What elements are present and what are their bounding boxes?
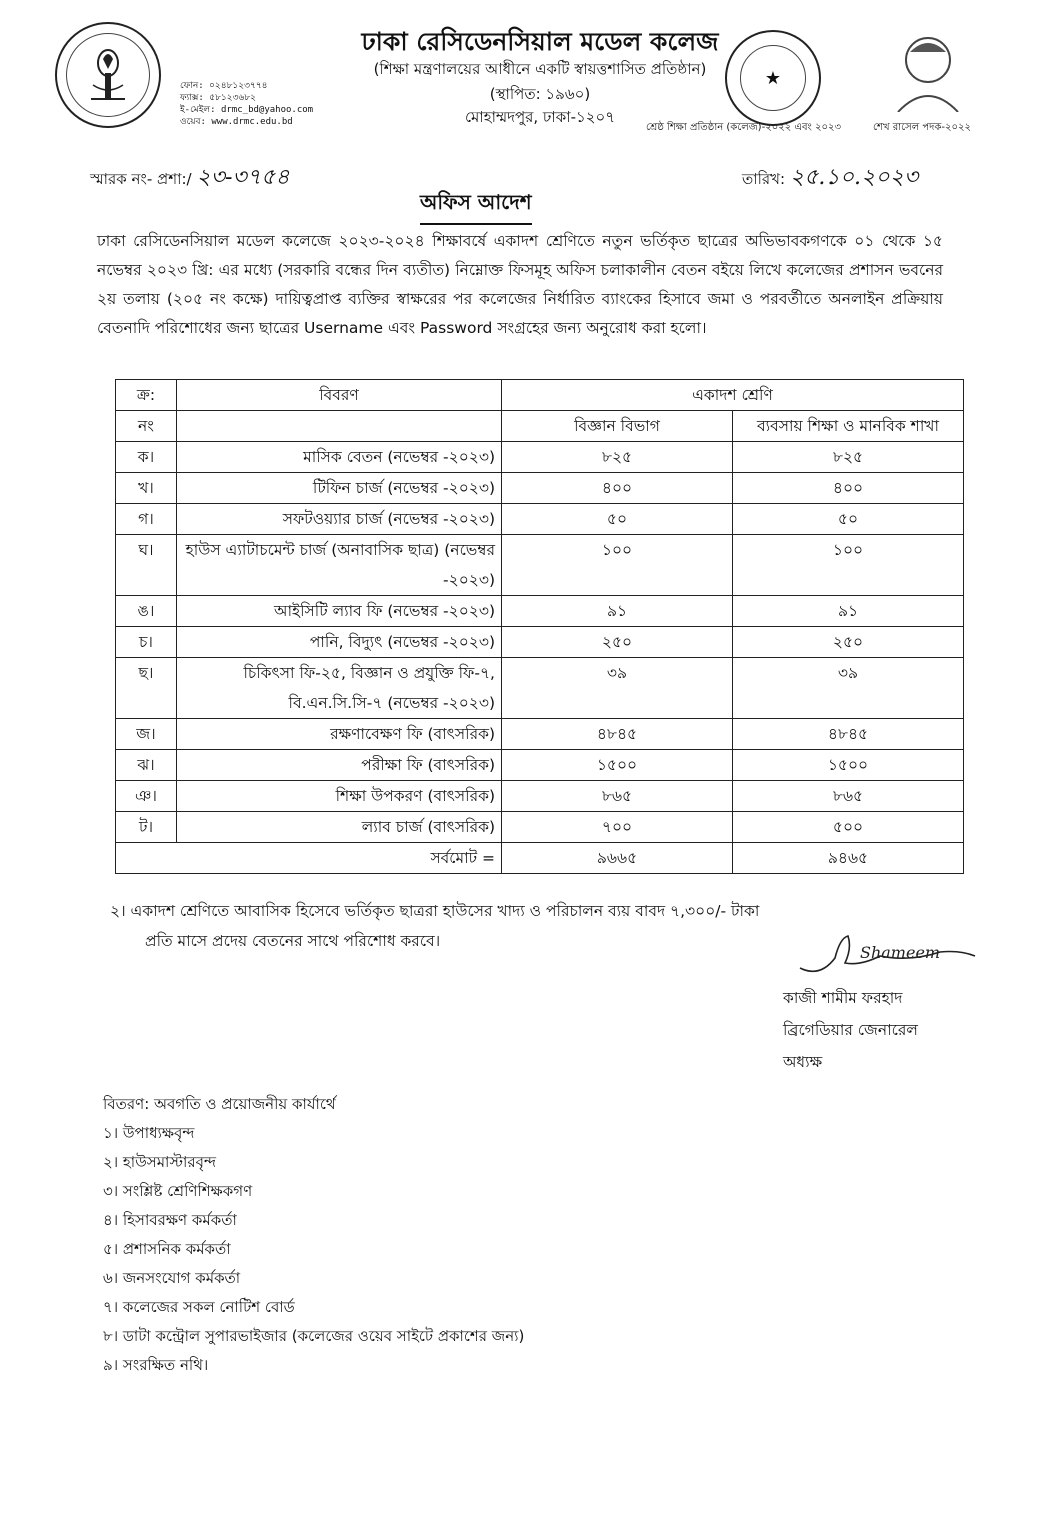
- table-row: [116, 750, 964, 781]
- row-number: ঘ।: [116, 535, 177, 596]
- row-business-fee: ৯১: [733, 596, 964, 627]
- table-row: [116, 781, 964, 812]
- col-head-desc: বিবরণ: [177, 380, 502, 411]
- col-head-business: ব্যবসায় শিক্ষা ও মানবিক শাখা: [733, 411, 964, 442]
- list-item: ৫। প্রশাসনিক কর্মকর্তা: [103, 1240, 231, 1258]
- row-description: টিফিন চার্জ (নভেম্বর -২০২৩): [177, 473, 502, 504]
- row-description: রক্ষণাবেক্ষণ ফি (বাৎসরিক): [177, 719, 502, 750]
- row-business-fee: ৫০০: [733, 812, 964, 843]
- col-head-science: বিজ্ঞান বিভাগ: [502, 411, 733, 442]
- row-business-fee: ৪৮৪৫: [733, 719, 964, 750]
- row-business-fee: ৪০০: [733, 473, 964, 504]
- award-caption-2: শেখ রাসেল পদক-২০২২: [873, 122, 972, 133]
- row-business-fee: ৮৬৫: [733, 781, 964, 812]
- row-science-fee: ১৫০০: [502, 750, 733, 781]
- total-science: ৯৬৬৫: [502, 843, 733, 874]
- row-science-fee: ৫০: [502, 504, 733, 535]
- row-science-fee: ৩৯: [502, 658, 733, 719]
- col-head-class: একাদশ শ্রেণি: [502, 380, 964, 411]
- date-value: ২৫.১০.২০২৩: [789, 165, 919, 190]
- row-description: ল্যাব চার্জ (বাৎসরিক): [177, 812, 502, 843]
- signatory-rank: ব্রিগেডিয়ার জেনারেল: [783, 1021, 918, 1039]
- signatory-block: [783, 982, 918, 1078]
- established-year: (স্থাপিত: ১৯৬০): [489, 85, 591, 103]
- torch-emblem-icon: [83, 45, 133, 105]
- note-line-1: ২। একাদশ শ্রেণিতে আবাসিক হিসেবে ভর্তিকৃত ছাত্ররা হাউসের খাদ্য ও পরিচালন ব্যয় বাবদ ৭,৩০০/- টাকা: [110, 902, 760, 920]
- row-science-fee: ৯১: [502, 596, 733, 627]
- note-line-2: প্রতি মাসে প্রদেয় বেতনের সাথে পরিশোধ করবে।: [145, 932, 441, 950]
- row-business-fee: ৫০: [733, 504, 964, 535]
- col-head-no: ক্র:: [116, 380, 177, 411]
- list-item: ৭। কলেজের সকল নোটিশ বোর্ড: [103, 1298, 295, 1316]
- row-number: গ।: [116, 504, 177, 535]
- fee-table: [115, 379, 964, 874]
- college-address: মোহাম্মদপুর, ঢাকা-১২০৭: [464, 108, 616, 126]
- row-description: চিকিৎসা ফি-২৫, বিজ্ঞান ও প্রযুক্তি ফি-৭, বি.এন.সি.সি-৭ (নভেম্বর -২০২৩): [177, 658, 502, 719]
- list-item: ৩। সংশ্লিষ্ট শ্রেণিশিক্ষকগণ: [103, 1182, 253, 1200]
- row-science-fee: ৮২৫: [502, 442, 733, 473]
- row-number: ঝ।: [116, 750, 177, 781]
- ref-number: ২৩-৩৭৫৪: [196, 165, 290, 190]
- list-item: ১। উপাধ্যক্ষবৃন্দ: [103, 1124, 195, 1142]
- memo-reference: [90, 160, 290, 197]
- table-header-row: [116, 380, 964, 411]
- table-row: [116, 473, 964, 504]
- college-name: ঢাকা রেসিডেনসিয়াল মডেল কলেজ: [361, 27, 719, 56]
- list-item: ৮। ডাটা কন্ট্রোল সুপারভাইজার (কলেজের ওয়েব সাইটে প্রকাশের জন্য): [103, 1327, 525, 1345]
- row-number: ছ।: [116, 658, 177, 719]
- distribution-list: [103, 1090, 524, 1380]
- order-paragraph: ঢাকা রেসিডেনসিয়াল মডেল কলেজে ২০২৩-২০২৪ শিক্ষাবর্ষে একাদশ শ্রেণিতে নতুন ভর্তিকৃত ছাত্রের অভিভাবকগণকে ০১ থেকে ১৫ নভেম্বর ২০২৩ খ্রি: এর মধ্যে (সরকারি বন্ধের দিন ব্যতীত) নিম্নোক্ত ফিসমূহ অফিস চলাকালীন বেতন বইয়ে লিখে কলেজের প্রশাসন ভবনের ২য় তলায় (২০৫ নং কক্ষে) দায়িত্বপ্রাপ্ত ব্যক্তির স্বাক্ষরের পর কলেজের নির্ধারিত ব্যাংকের হিসাবে জমা ও পরবর্তীতে অনলাইন প্রক্রিয়ায় বেতনাদি পরিশোধের জন্য ছাত্রের Username এবং Password সংগ্রহের জন্য অনুরোধ করা হলো।: [97, 232, 943, 337]
- table-row: [116, 627, 964, 658]
- col-head-empty: [177, 411, 502, 442]
- row-number: ঙ।: [116, 596, 177, 627]
- row-business-fee: ২৫০: [733, 627, 964, 658]
- table-row: [116, 596, 964, 627]
- row-description: মাসিক বেতন (নভেম্বর -২০২৩): [177, 442, 502, 473]
- table-row: [116, 812, 964, 843]
- college-logo: [55, 22, 161, 128]
- table-row: [116, 504, 964, 535]
- fee-rows: [116, 442, 964, 843]
- row-number: খ।: [116, 473, 177, 504]
- table-subheader-row: [116, 411, 964, 442]
- row-science-fee: ৪০০: [502, 473, 733, 504]
- total-business: ৯৪৬৫: [733, 843, 964, 874]
- memo-date: [742, 160, 918, 197]
- portrait-icon: [888, 28, 968, 112]
- row-science-fee: ৮৬৫: [502, 781, 733, 812]
- row-business-fee: ১৫০০: [733, 750, 964, 781]
- portrait-image: [888, 28, 968, 112]
- contact-phone: ফোন: ০২৪৮১২৩৭৭৪: [180, 81, 268, 91]
- row-number: জ।: [116, 719, 177, 750]
- signature-text: Shameem: [860, 943, 941, 962]
- contact-web: ওয়েব: www.drmc.edu.bd: [180, 117, 293, 127]
- row-science-fee: ২৫০: [502, 627, 733, 658]
- date-label: তারিখ:: [742, 170, 786, 188]
- list-item: ৬। জনসংযোগ কর্মকর্তা: [103, 1269, 241, 1287]
- contact-fax: ফ্যাক্স: ৫৮১২৩৬৮২: [180, 93, 257, 103]
- row-business-fee: ৮২৫: [733, 442, 964, 473]
- row-description: পরীক্ষা ফি (বাৎসরিক): [177, 750, 502, 781]
- row-description: সফটওয়্যার চার্জ (নভেম্বর -২০২৩): [177, 504, 502, 535]
- list-item: ৪। হিসাবরক্ষণ কর্মকর্তা: [103, 1211, 237, 1229]
- contact-email: ই-মেইল: drmc_bd@yahoo.com: [180, 105, 314, 115]
- row-description: হাউস এ্যাটাচমেন্ট চার্জ (অনাবাসিক ছাত্র) (নভেম্বর -২০২৩): [177, 535, 502, 596]
- total-row: [116, 843, 964, 874]
- total-label: সর্বমোট =: [116, 843, 502, 874]
- signatory-name: কাজী শামীম ফরহাদ: [783, 989, 903, 1007]
- table-row: [116, 442, 964, 473]
- row-business-fee: ৩৯: [733, 658, 964, 719]
- table-row: [116, 658, 964, 719]
- row-science-fee: ৪৮৪৫: [502, 719, 733, 750]
- row-description: পানি, বিদ্যুৎ (নভেম্বর -২০২৩): [177, 627, 502, 658]
- page-title: অফিস আদেশ: [420, 188, 532, 225]
- distribution-heading: বিতরণ: অবগতি ও প্রয়োজনীয় কার্যার্থে: [103, 1095, 336, 1113]
- row-science-fee: ৭০০: [502, 812, 733, 843]
- row-number: চ।: [116, 627, 177, 658]
- row-science-fee: ১০০: [502, 535, 733, 596]
- row-number: ক।: [116, 442, 177, 473]
- contact-block: [180, 80, 313, 128]
- table-row: [116, 535, 964, 596]
- row-description: আইসিটি ল্যাব ফি (নভেম্বর -২০২৩): [177, 596, 502, 627]
- list-item: ৯। সংরক্ষিত নথি।: [103, 1356, 209, 1374]
- row-number: ট।: [116, 812, 177, 843]
- list-item: ২। হাউসমাস্টারবৃন্দ: [103, 1153, 216, 1171]
- award-emblem-icon: ★: [764, 67, 782, 89]
- signatory-designation: অধ্যক্ষ: [783, 1053, 823, 1071]
- col-head-no-2: নং: [116, 411, 177, 442]
- row-number: ঞ।: [116, 781, 177, 812]
- ref-label: স্মারক নং- প্রশা:/: [90, 170, 192, 188]
- award-caption: শ্রেষ্ঠ শিক্ষা প্রতিষ্ঠান (কলেজ)-২০২২ এবং ২০২৩: [646, 122, 842, 133]
- row-description: শিক্ষা উপকরণ (বাৎসরিক): [177, 781, 502, 812]
- table-row: [116, 719, 964, 750]
- row-business-fee: ১০০: [733, 535, 964, 596]
- college-subtitle: (শিক্ষা মন্ত্রণালয়ের আধীনে একটি স্বায়ত্তশাসিত প্রতিষ্ঠান): [373, 60, 707, 78]
- signature-handwriting: [790, 928, 990, 983]
- distribution-items: [103, 1119, 524, 1380]
- award-seal: [725, 30, 821, 126]
